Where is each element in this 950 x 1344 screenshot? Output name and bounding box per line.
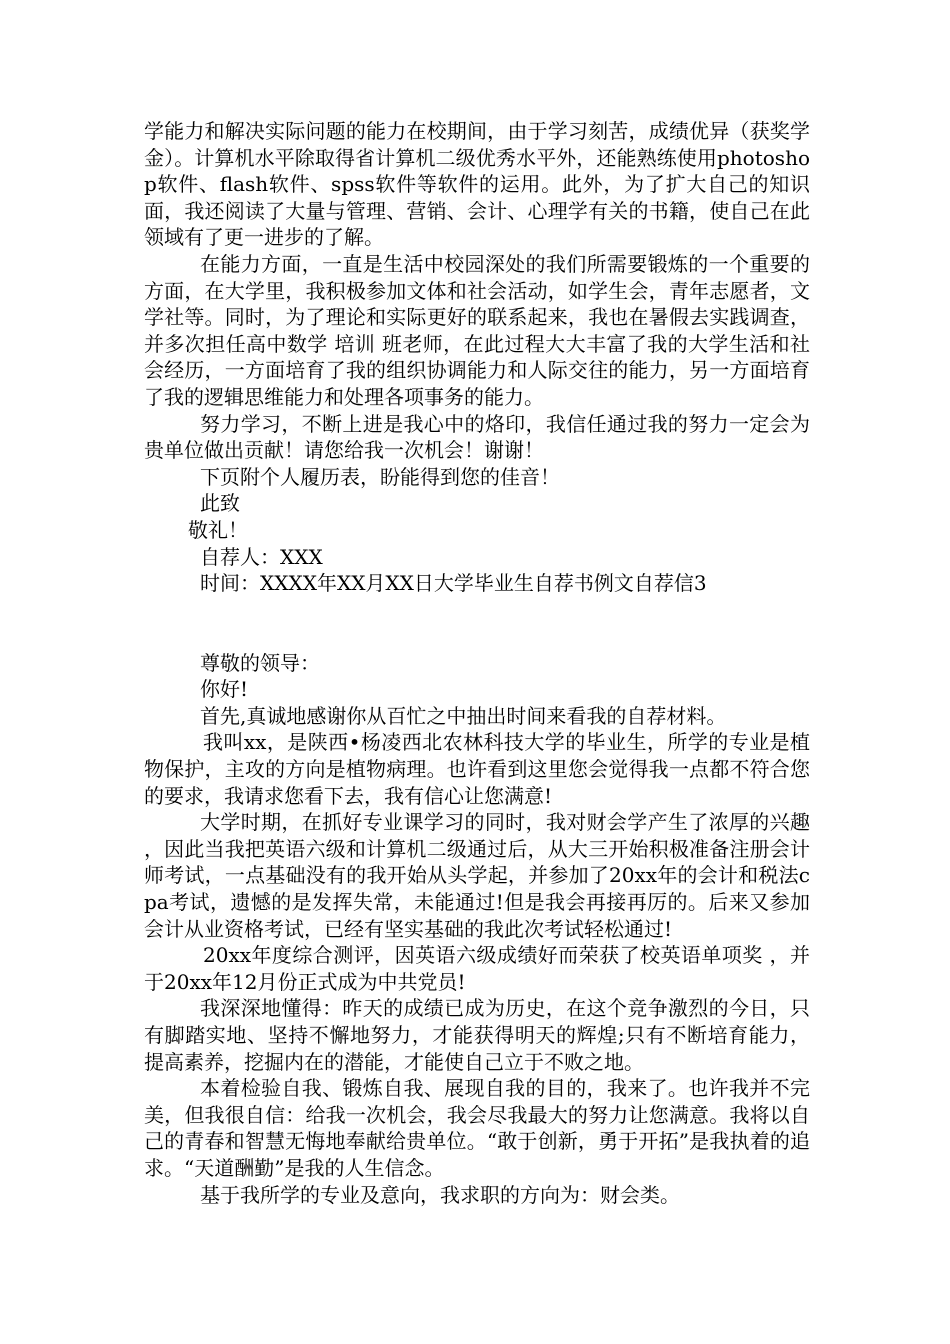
date-line: 时间：XXXX年XX月XX日大学毕业生自荐书例文自荐信3 — [200, 571, 707, 596]
document-page — [144, 118, 810, 1208]
body-paragraph: 20xx年度综合测评，因英语六级成绩好而荣获了校英语单项奖 ，并于20xx年12月份正式成为中共党员! — [144, 943, 810, 994]
letter-hello: 你好! — [200, 677, 249, 702]
body-paragraph: 首先,真诚地感谢你从百忙之中抽出时间来看我的自荐材料。 — [200, 703, 727, 728]
closing-regards: 敬礼！ — [188, 517, 248, 542]
body-paragraph: 下页附个人履历表，盼能得到您的佳音！ — [200, 464, 560, 489]
body-paragraph: 学能力和解决实际问题的能力在校期间，由于学习刻苦，成绩优异（获奖学金）。计算机水平除取得省计算机二级优秀水平外，还能熟练使用photoshop软件、flash软件、spss软件等软件的运用。此外，为了扩大自己的知识面，我还阅读了大量与管理、营销、会计、心理学有关的书籍，使自己在此领域有了更一进步的了解。 — [144, 119, 810, 250]
letter-greeting: 尊敬的领导： — [200, 650, 320, 675]
section-gap — [144, 597, 810, 650]
body-paragraph: 在能力方面，一直是生活中校园深处的我们所需要锻炼的一个重要的方面，在大学里，我积极参加文体和社会活动，如学生会，青年志愿者，文学社等。同时，为了理论和实际更好的联系起来，我也在暑假去实践调查，并多次担任高中数学 培训 班老师，在此过程大大丰富了我的大学生活和社会经历，一方面培育了我的组织协调能力和人际交往的能力，另一方面培育了我的逻辑思维能力和处理各项事务的能力。 — [144, 251, 810, 409]
body-paragraph: 大学时期，在抓好专业课学习的同时，我对财会学产生了浓厚的兴趣 ，因此当我把英语六级和计算机二级通过后，从大三开始积极准备注册会计师考试，一点基础没有的我开始从头学起，并参加了20xx年的会计和税法cpa考试，遗憾的是发挥失常，未能通过!但是我会再接再厉的。后来又参加会计从业资格考试，已经有坚实基础的我此次考试轻松通过! — [144, 810, 810, 941]
closing-salutation: 此致 — [200, 491, 240, 516]
signature-line: 自荐人：XXX — [200, 544, 323, 569]
body-paragraph: 我叫xx，是陕西•杨凌西北农林科技大学的毕业生，所学的专业是植物保护，主攻的方向是植物病理。也许看到这里您会觉得我一点都不符合您的要求，我请求您看下去，我有信心让您满意! — [144, 730, 810, 808]
body-paragraph: 基于我所学的专业及意向，我求职的方向为：财会类。 — [200, 1182, 680, 1207]
body-paragraph: 本着检验自我、锻炼自我、展现自我的目的，我来了。也许我并不完美，但我很自信：给我一次机会，我会尽我最大的努力让您满意。我将以自己的青春和智慧无悔地奉献给贵单位。“敢于创新，勇于开拓”是我执着的追求。“天道酬勤”是我的人生信念。 — [144, 1076, 810, 1180]
body-paragraph: 我深深地懂得：昨天的成绩已成为历史，在这个竞争激烈的今日，只有脚踏实地、坚持不懈地努力，才能获得明天的辉煌;只有不断培育能力，提高素养，挖掘内在的潜能，才能使自己立于不败之地。 — [144, 996, 810, 1074]
body-paragraph: 努力学习，不断上进是我心中的烙印，我信任通过我的努力一定会为贵单位做出贡献！请您给我一次机会！谢谢！ — [144, 411, 810, 463]
